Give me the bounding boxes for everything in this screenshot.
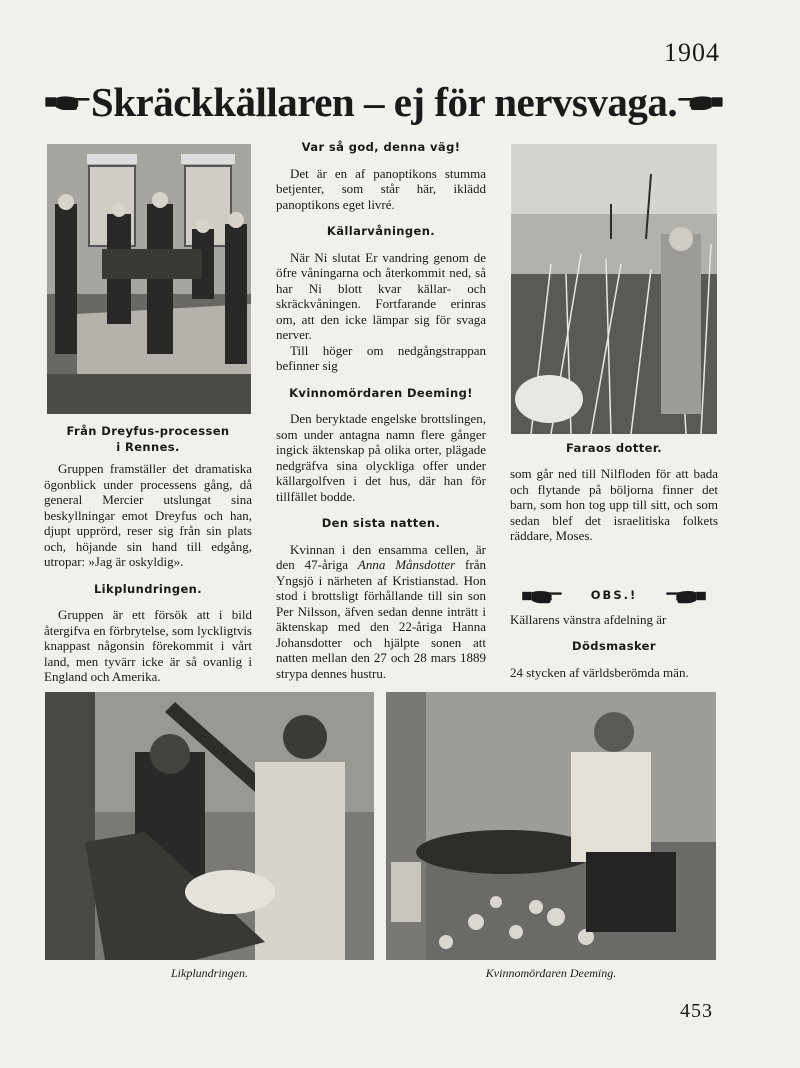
faraos-dotter-caption: Faraos dotter. xyxy=(565,441,663,455)
right-column xyxy=(510,440,718,680)
kallarvaningen-paragraph-2: Till höger om nedgångstrappan befinner sig xyxy=(276,342,486,373)
sista-natten-heading: Den sista natten. xyxy=(321,516,441,530)
deeming-photo-caption: Kvinnomördaren Deeming. xyxy=(485,966,617,980)
title-row xyxy=(44,78,724,126)
dodsmasker-heading: Dödsmasker xyxy=(572,639,656,653)
kvinnomordaren-paragraph: Den beryktade engelske brottslingen, som under antagna namn flere gånger ingick äktenskap på olika orter, plägade nedgräfva sina olyckliga offer under källargolfven i det hus, där han för tillfället bodde. xyxy=(276,411,486,504)
var-sa-god-paragraph: Det är en af panoptikons stumma betjenter, som står här, iklädd panoptikons eget livré. xyxy=(276,165,486,212)
dreyfus-photo-caption-line1: Från Dreyfus-processen xyxy=(66,424,230,438)
pointing-hand-right-icon xyxy=(44,89,91,115)
faraos-dotter-paragraph: som går ned till Nilfloden för att bada och flytande på böljorna finner det barn, som hon tog upp till sitt, och som sedan blef det israelitiska folkets räddare, Moses. xyxy=(510,466,718,543)
page-title: Skräckkällaren – ej för nervsvaga. xyxy=(90,79,678,125)
left-column xyxy=(44,423,252,685)
anna-mansdotter-name: Anna Månsdotter xyxy=(357,557,456,572)
year-heading: 1904 xyxy=(664,38,720,67)
dreyfus-paragraph: Gruppen framställer det dramatiska ögonblick under processens gång, då general Mercier utslungat sina beskyllningar emot Dreyfus och han, djupt upprörd, reser sig från sin plats och, höjande sin hand till edgång, utropar: »Jag är oskyldig». xyxy=(44,461,252,569)
pointing-hand-right-icon xyxy=(521,588,563,604)
kvinnomordaren-heading: Kvinnomördaren Deeming! xyxy=(289,385,473,400)
var-sa-god-heading: Var så god, denna väg! xyxy=(301,140,461,154)
middle-column xyxy=(276,140,486,681)
deeming-photo xyxy=(386,692,716,960)
dreyfus-trial-photo xyxy=(47,144,251,414)
pointing-hand-left-icon xyxy=(665,588,707,604)
sista-natten-text-b: från Yngsjö i närheten af Kristianstad. Hon stod i brottsligt förhållande till sin son Per Nilsson, äfven sedan denne inträtt i äktenskap med den 22-åriga Hanna Johansdotter och hjälpte sonen att natten mellan den 27 och 28 mars 1889 strypa dennes hustru. xyxy=(276,557,486,681)
sista-natten-text-a: Kvinnan i den ensamma cellen, är den 47-åriga xyxy=(276,541,486,572)
obs-row xyxy=(510,588,718,604)
faraos-dotter-photo xyxy=(511,144,717,434)
kallarvaningen-paragraph-1: När Ni slutat Er vandring genom de öfre våningarna och återkommit ned, så har Ni blott kvar källar- och skräckvåningen. Fortfarande erinras om, att den icke lämpar sig för svaga nerver. xyxy=(276,249,486,342)
dodsmasker-paragraph: 24 stycken af världsberömda män. xyxy=(510,664,689,680)
likplundringen-photo-caption: Likplundringen. xyxy=(171,966,248,980)
likplundringen-paragraph: Gruppen är ett försök att i bild återgifva en förbrytelse, som lyckligtvis knappast någonsin förekommit i vårt land, men tyvärr icke är så ovanlig i England och Amerika. xyxy=(44,607,252,684)
obs-label: OBS.! xyxy=(590,587,638,602)
obs-paragraph: Källarens vänstra afdelning är xyxy=(510,611,667,627)
likplundringen-photo xyxy=(45,692,374,960)
kallarvaningen-heading: Källarvåningen. xyxy=(326,224,436,238)
dreyfus-photo-caption-line2: i Rennes. xyxy=(116,440,180,454)
likplundringen-heading: Likplundringen. xyxy=(93,581,203,596)
page-number: 453 xyxy=(680,1000,713,1022)
sista-natten-paragraph xyxy=(276,542,486,682)
pointing-hand-left-icon xyxy=(677,89,724,115)
